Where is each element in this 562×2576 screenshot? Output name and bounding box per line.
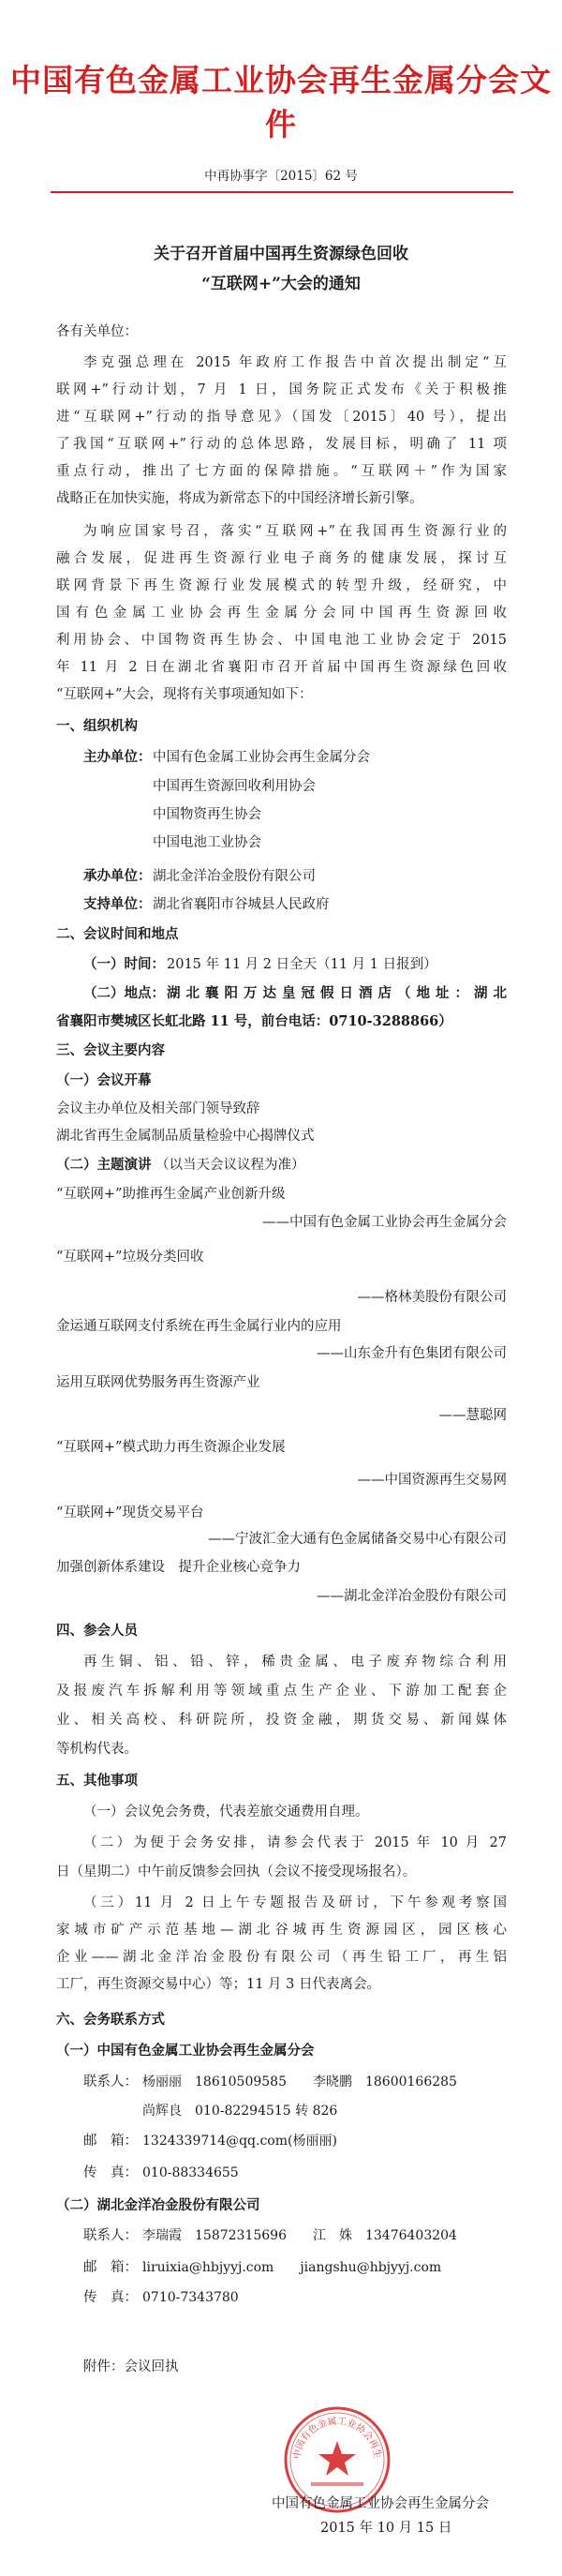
other-item2-l1: （二）为便于会务安排，请参会代表于 2015 年 10 月 27 [83,1835,507,1850]
talk-3-speaker: ——山东金升有色集团有限公司 [317,1346,507,1361]
intro-p2-l1: 为响应国家号召，落实“互联网+”在我国再生资源行业的 [83,524,507,539]
other-item3-l4: 工厂，再生资源交易中心）等；11 月 3 日代表离会。 [56,1977,381,1992]
other-item3-l2: 家城市矿产示范基地—湖北谷城再生资源园区，园区核心 [56,1923,507,1938]
svg-text:中国有色金属工业协会再生金属分会: 中国有色金属工业协会再生 [291,2416,383,2461]
opening-item1: 会议主办单位及相关部门领导致辞 [56,1101,260,1116]
talk-5-speaker: ——中国资源再生交易网 [357,1473,507,1488]
intro-p1-l2: 联网+”行动计划，7 月 1 日，国务院正式发布《关于积极推 [56,382,507,397]
talk-7-topic: 加强创新体系建设 提升企业核心竞争力 [56,1560,301,1575]
section5-heading: 五、其他事项 [56,1773,138,1789]
contact2-fax-label: 传 真： [83,2290,138,2305]
talk-3-topic: 金运通互联网支付系统在再生金属行业内的应用 [56,1319,342,1334]
contact1-email-label: 邮 箱： [83,2134,138,2149]
speech-note: （以当天会议议程为准） [155,1158,305,1173]
place-line1: 湖北襄阳万达皇冠假日酒店（地址：湖北 [167,985,507,1001]
red-divider [51,191,513,193]
host-2: 中国再生资源回收利用协会 [153,779,316,794]
attendees-l2: 及报废汽车拆解利用等领域重点生产企业、下游加工配套企 [56,1684,507,1699]
signature-org: 中国有色金属工业协会再生金属分会 [272,2496,489,2511]
salutation: 各有关单位： [56,324,138,339]
signature-date: 2015 年 10 月 15 日 [320,2521,452,2536]
talk-2-speaker: ——格林美股份有限公司 [357,1290,507,1305]
other-item1: （一）会议免会务费，代表差旅交通费用自理。 [83,1805,369,1820]
contact1-fax: 010-88334655 [142,2165,239,2180]
section4-heading: 四、参会人员 [56,1623,138,1639]
time-value: 2015 年 11 月 2 日全天（11 月 1 日报到） [167,957,437,972]
host-label: 主办单位： [83,749,152,765]
talk-6-speaker: ——宁波汇金大通有色金属储备交易中心有限公司 [208,1532,507,1547]
talk-5-topic: “互联网+”模式助力再生资源企业发展 [56,1440,286,1455]
intro-p1-l3: 进“互联网+”行动的指导意见》（国发〔2015〕40 号），提出 [56,410,507,425]
contact2-people: 李瑞霞 15872315696 江 姝 13476403204 [142,2228,457,2243]
opening-heading: （一）会议开幕 [56,1072,152,1088]
intro-p2-l4: 国有色金属工业协会再生金属分会同中国再生资源回收 [56,606,507,621]
host-4: 中国电池工业协会 [153,835,261,850]
section1-heading: 一、组织机构 [56,718,138,734]
speech-heading: （二）主题演讲 [56,1157,152,1173]
attachment: 附件：会议回执 [83,2359,179,2374]
notice-title-line2: “互联网+”大会的通知 [201,275,361,293]
intro-p2-l3: 联网背景下再生资源行业发展模式的转型升级，经研究，中 [56,578,507,593]
contact2-label: 联系人： [83,2228,138,2243]
time-label: （一）时间： [83,956,165,972]
talk-7-speaker: ——湖北金洋冶金股份有限公司 [317,1589,507,1604]
doc-header-title: 中国有色金属工业协会再生金属分会文件 [10,62,552,142]
talk-1-topic: “互联网+”助推再生金属产业创新升级 [56,1187,286,1202]
intro-p1-l4: 了我国“互联网+”行动的总体思路，发展目标，明确了 11 项 [56,437,507,452]
opening-item2: 湖北省再生金属制品质量检验中心揭牌仪式 [56,1129,315,1144]
other-item2-l2: 日（星期二）中午前反馈参会回执（会议不接受现场报名）。 [56,1865,417,1880]
notice-title-line1: 关于召开首届中国再生资源绿色回收 [154,245,408,263]
contact2-fax: 0710-7343780 [142,2290,239,2305]
host-3: 中国物资再生协会 [153,807,261,822]
intro-p1-l6: 战略正在加快实施，将成为新常态下的中国经济增长新引擎。 [56,491,423,506]
contact2-email-label: 邮 箱： [83,2260,138,2275]
section3-heading: 三、会议主要内容 [56,1042,165,1058]
place-label: （二）地点： [83,985,165,1001]
talk-1-speaker: ——中国有色金属工业协会再生金属分会 [262,1215,507,1230]
intro-p1-l5: 重点行动，推出了七方面的保障措施。“互联网＋”作为国家 [56,464,507,479]
talk-4-topic: 运用互联网优势服务再生资源产业 [56,1375,260,1390]
doc-number: 中再协事字〔2015〕62 号 [204,169,358,184]
contact1-people2: 尚辉良 010-82294515 转 826 [142,2104,338,2119]
supporter-label: 支持单位： [83,896,152,912]
contact1-org: （一）中国有色金属工业协会再生金属分会 [56,2043,315,2059]
attendees-l1: 再生铜、铝、铅、锌，稀贵金属、电子废弃物综合利用 [83,1655,507,1670]
intro-p2-l6: 年 11 月 2 日在湖北省襄阳市召开首届中国再生资源绿色回收 [56,660,507,675]
intro-p2-l7: “互联网+”大会，现将有关事项通知如下： [56,687,313,702]
organizer-label: 承办单位： [83,868,152,884]
other-item3-l3: 企业——湖北金洋冶金股份有限公司（再生铅工厂，再生铝 [56,1950,507,1965]
supporter: 湖北省襄阳市谷城县人民政府 [153,897,330,912]
section6-heading: 六、会务联系方式 [56,2012,165,2028]
contact1-people1: 杨丽丽 18610509585 李晓鹏 18600166285 [142,2074,457,2089]
contact2-emails: liruixia@hbjyyj.com jiangshu@hbjyyj.com [142,2260,442,2275]
contact1-email: 1324339714@qq.com(杨丽丽) [142,2134,337,2149]
contact1-fax-label: 传 真： [83,2165,138,2180]
attendees-l3: 业、相关高校、科研院所，投资金融，期货交易、新闻媒体 [56,1713,507,1728]
contact2-org: （二）湖北金洋冶金股份有限公司 [56,2197,260,2213]
contact1-label: 联系人： [83,2074,138,2089]
talk-2-topic: “互联网+”垃圾分类回收 [56,1250,204,1265]
intro-p2-l5: 利用协会、中国物资再生协会、中国电池工业协会定于 2015 [56,633,507,648]
intro-p1-l1: 李克强总理在 2015 年政府工作报告中首次提出制定“互 [83,355,507,370]
other-item3-l1: （三）11 月 2 日上午专题报告及研讨，下午参观考察国 [83,1895,507,1910]
attendees-l4: 等机构代表。 [56,1742,138,1757]
intro-p2-l2: 融合发展，促进再生资源行业电子商务的健康发展，探讨互 [56,551,507,566]
section2-heading: 二、会议时间和地点 [56,926,179,942]
talk-4-speaker: ——慧聪网 [438,1408,507,1423]
place-line2: 省襄阳市樊城区长虹北路 11 号，前台电话：0710-3288866） [56,1013,452,1029]
talk-6-topic: “互联网+”现货交易平台 [56,1505,204,1520]
host-1: 中国有色金属工业协会再生金属分会 [153,750,370,765]
organizer: 湖北金洋冶金股份有限公司 [153,869,316,884]
